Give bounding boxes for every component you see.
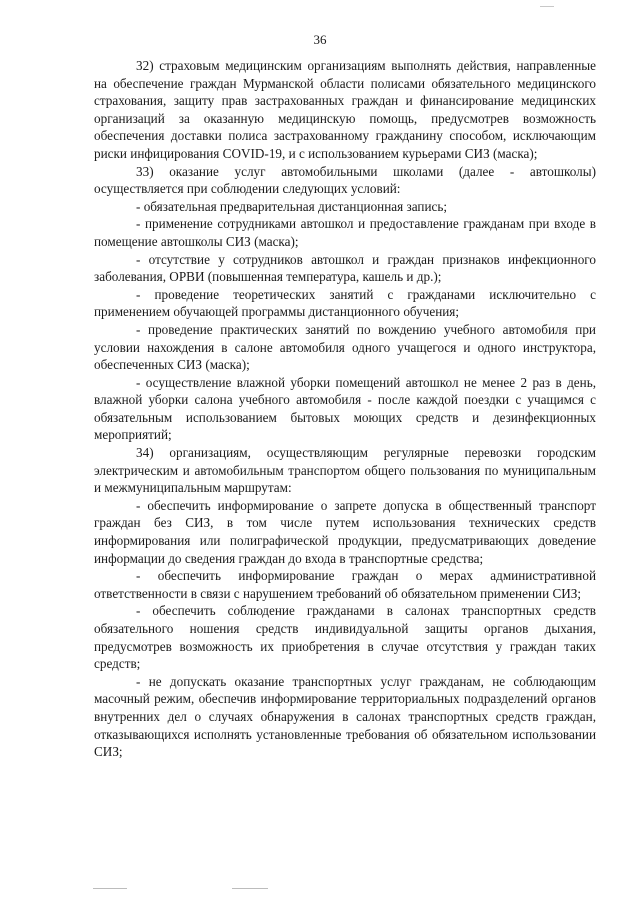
scan-artifact-line xyxy=(232,888,268,889)
list-item: - обеспечить соблюдение гражданами в салонах транспортных средств обязательного ношения средств индивидуальной защиты органов дыхания, предусмотрев возможность их приобретения в случае отсутствия у граждан таких средств; xyxy=(94,603,596,672)
list-item: - обязательная предварительная дистанционная запись; xyxy=(136,198,448,214)
list-item: - проведение практических занятий по вождению учебного автомобиля при условии нахождения в салоне автомобиля одного учащегося и одного инструктора, обеспеченных СИЗ (маска); xyxy=(94,321,596,373)
paragraph-33: 33) оказание услуг автомобильными школами (далее - автошколы) осуществляется при соблюдении следующих условий: xyxy=(94,163,596,197)
paragraph-34: 34) организациям, осуществляющим регулярные перевозки городским электрическим и автомобильным транспортом общего пользования по муниципальным и межмуниципальным маршрутам: xyxy=(94,445,596,496)
document-body xyxy=(94,57,596,761)
list-item: - проведение теоретических занятий с гражданами исключительно с применением обучающей программы дистанционного обучения; xyxy=(94,286,596,320)
list-item: - не допускать оказание транспортных услуг гражданам, не соблюдающим масочный режим, обеспечив информирование территориальных подразделений органов внутренних дел о случаях обнаружения в салонах транспортных средств граждан, отказывающихся исполнять установленные требования об обязательном использовании СИЗ; xyxy=(94,673,596,760)
paragraph-32: 32) страховым медицинским организациям выполнять действия, направленные на обеспечение граждан Мурманской области полисами обязательного медицинского страхования, защиту прав застрахованных граждан и финансирование медицинских организаций за оказанную медицинскую помощь, предусмотрев возможность обеспечения доставки полиса застрахованному гражданину способом, исключающим риски инфицирования COVID-19, и с использованием курьерами СИЗ (маска); xyxy=(94,58,596,161)
list-item: - применение сотрудниками автошкол и предоставление гражданам при входе в помещение автошколы СИЗ (маска); xyxy=(94,216,596,249)
list-item: - отсутствие у сотрудников автошкол и граждан признаков инфекционного заболевания, ОРВИ (повышенная температура, кашель и др.); xyxy=(94,251,596,285)
scan-artifact-line xyxy=(93,888,127,889)
scan-artifact-top xyxy=(540,6,554,7)
list-item: - обеспечить информирование о запрете допуска в общественный транспорт граждан без СИЗ, в том числе путем использования технических средств информирования или полиграфической продукции, предусматривающих доведение информации до сведения граждан до входа в транспортные средства; xyxy=(94,497,596,566)
list-item: - осуществление влажной уборки помещений автошкол не менее 2 раз в день, влажной уборки салона учебного автомобиля - после каждой поездки с учащимся с обязательным использованием бытовых моющих средств и дезинфекционных мероприятий; xyxy=(94,374,596,443)
page-number: 36 xyxy=(313,32,327,47)
list-item: - обеспечить информирование граждан о мерах административной ответственности в связи с нарушением требований об обязательном применении СИЗ; xyxy=(94,568,596,601)
